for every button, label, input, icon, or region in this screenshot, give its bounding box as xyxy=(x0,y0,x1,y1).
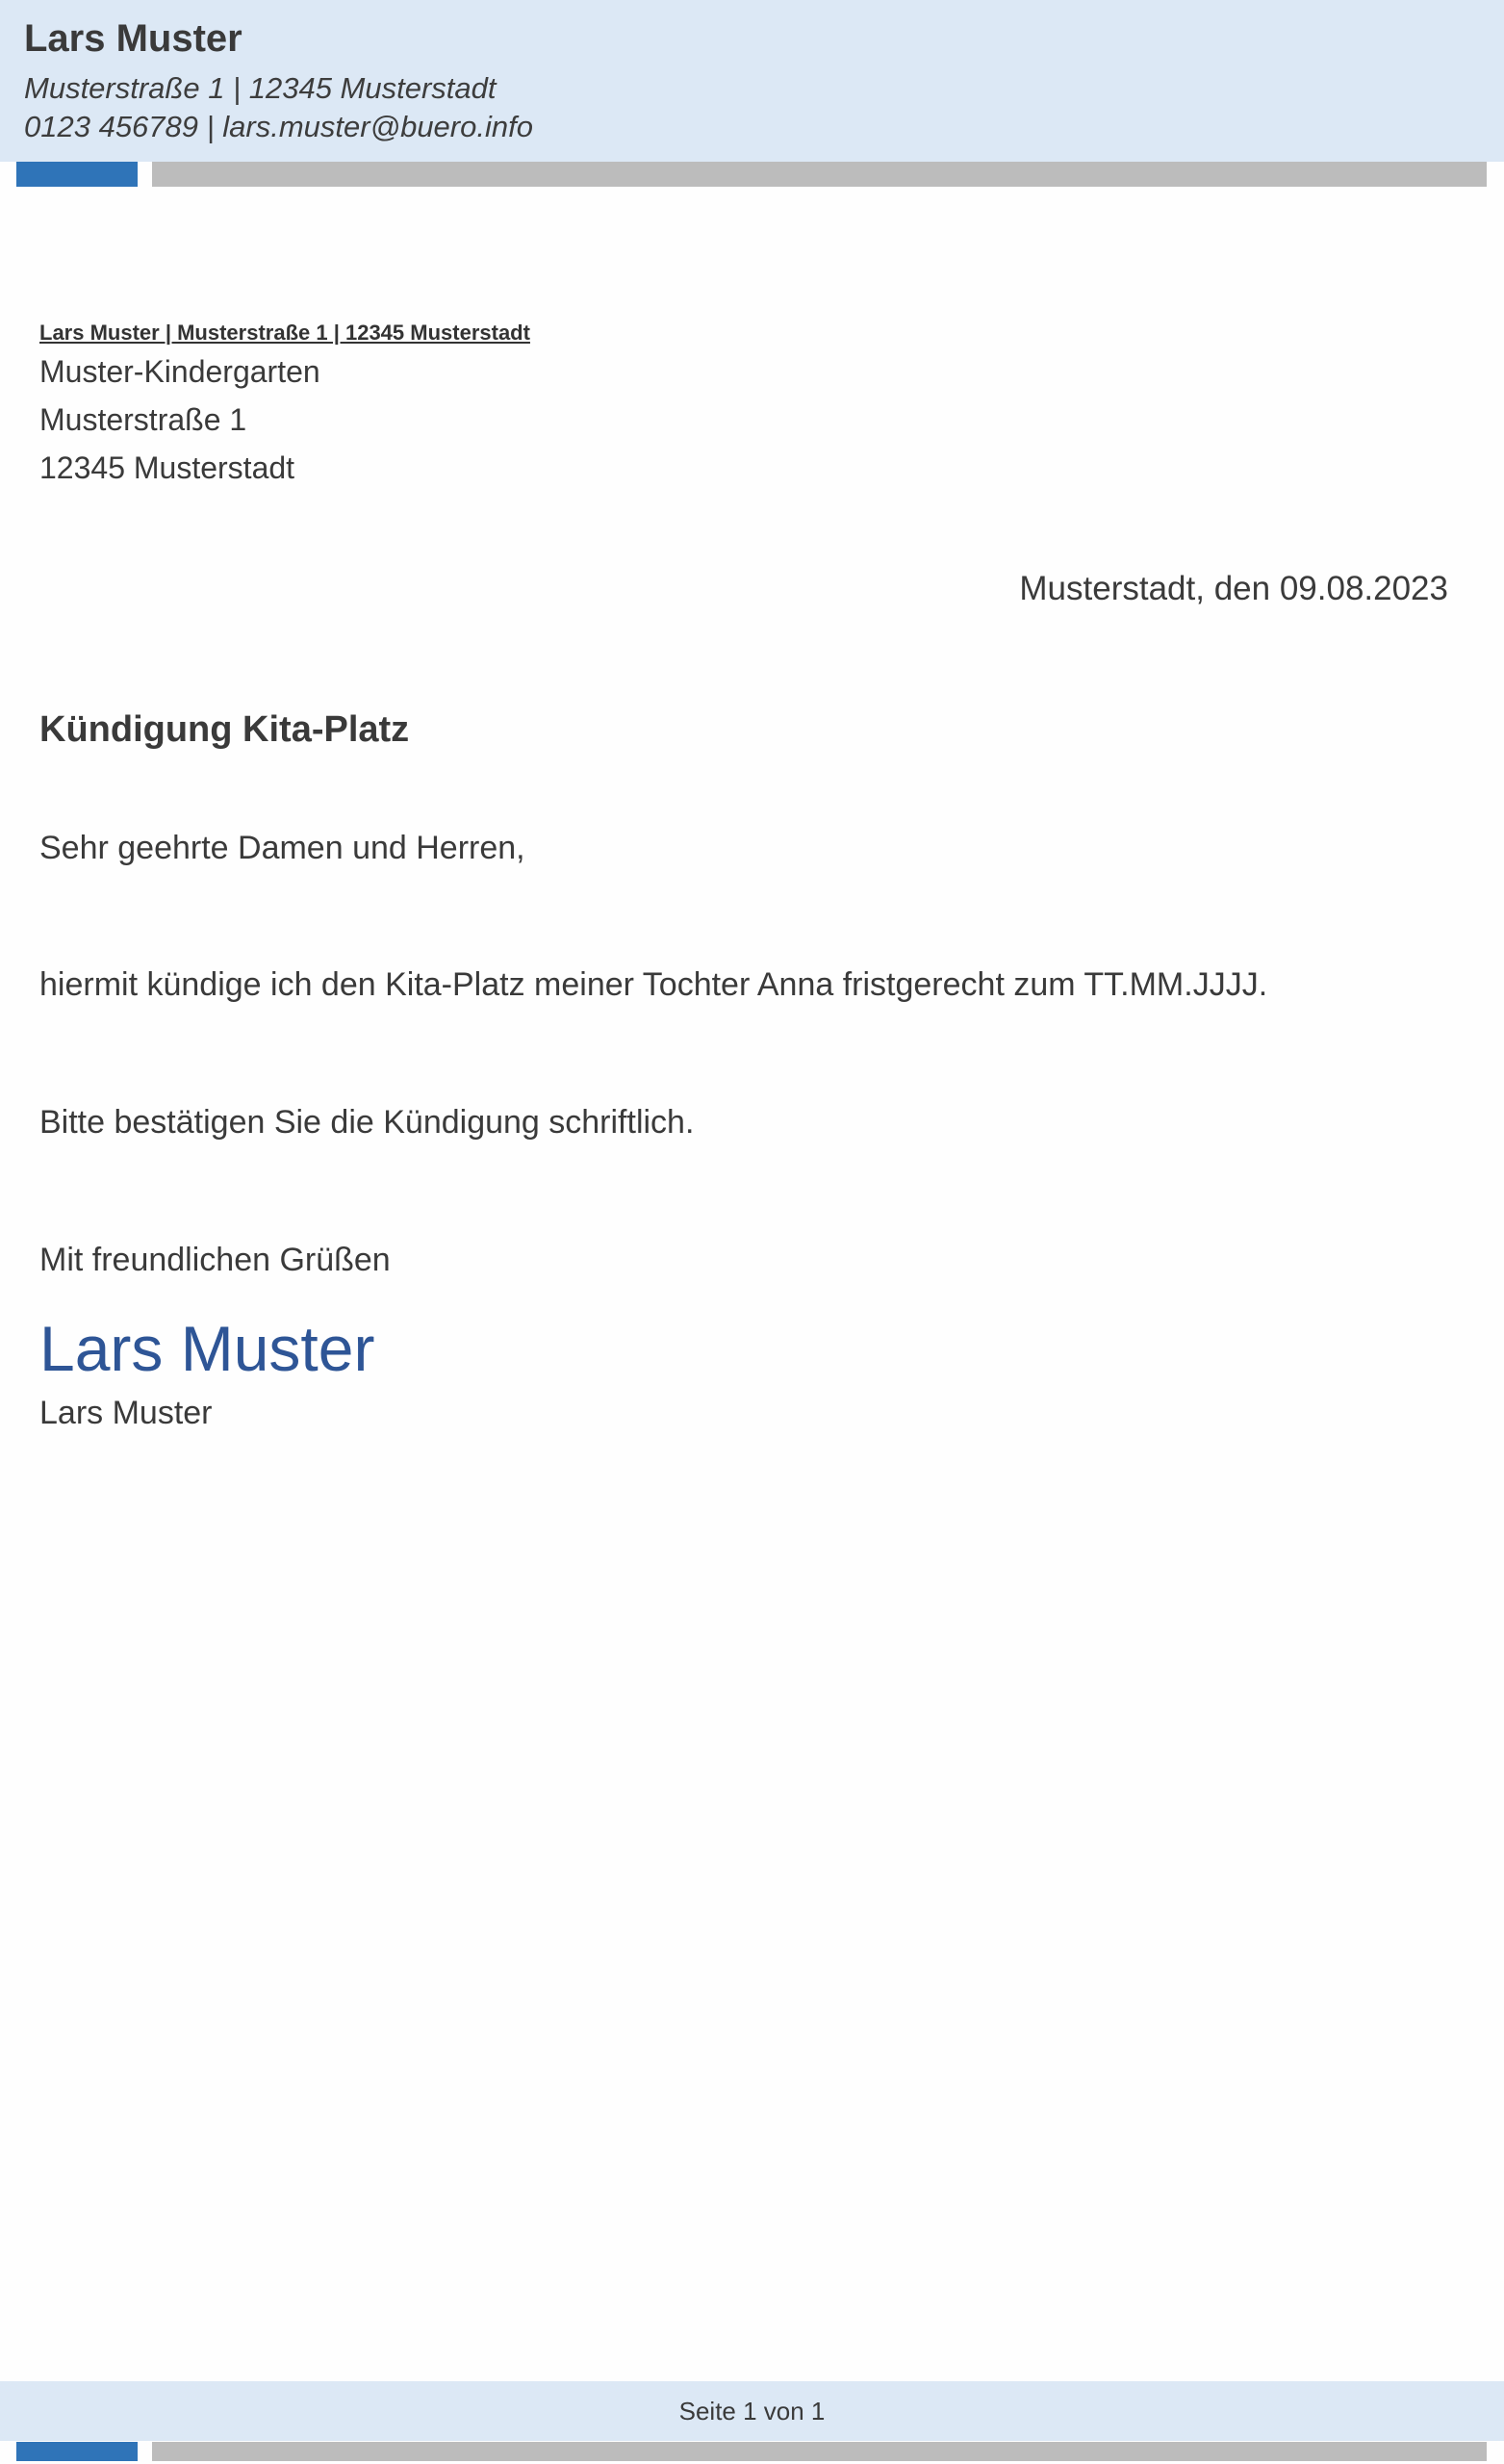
letter-subject: Kündigung Kita-Platz xyxy=(39,709,410,750)
signer-name: Lars Muster xyxy=(39,1395,213,1431)
body-paragraph: Bitte bestätigen Sie die Kündigung schriftlich. xyxy=(39,1104,695,1141)
page-footer xyxy=(0,2381,1504,2441)
footer-divider-bar xyxy=(152,2442,1487,2461)
return-address-line: Lars Muster | Musterstraße 1 | 12345 Musterstadt xyxy=(39,321,530,345)
header-divider-bar xyxy=(152,162,1487,187)
recipient-street: Musterstraße 1 xyxy=(39,402,247,437)
sender-contact: 0123 456789 | lars.muster@buero.info xyxy=(24,110,533,143)
recipient-city: 12345 Musterstadt xyxy=(39,450,295,485)
letter-date: Musterstadt, den 09.08.2023 xyxy=(1019,570,1448,607)
letterhead xyxy=(0,0,1504,162)
body-paragraph: hiermit kündige ich den Kita-Platz meiner Tochter Anna fristgerecht zum TT.MM.JJJJ. xyxy=(39,966,1268,1003)
recipient-name: Muster-Kindergarten xyxy=(39,354,320,389)
sender-address: Musterstraße 1 | 12345 Musterstadt xyxy=(24,71,497,105)
signature: Lars Muster xyxy=(39,1313,375,1384)
sender-name: Lars Muster xyxy=(24,17,242,60)
page-number: Seite 1 von 1 xyxy=(678,2397,826,2426)
footer-accent-bar xyxy=(16,2442,138,2461)
header-accent-bar xyxy=(16,162,138,187)
closing: Mit freundlichen Grüßen xyxy=(39,1242,391,1278)
salutation: Sehr geehrte Damen und Herren, xyxy=(39,830,525,866)
